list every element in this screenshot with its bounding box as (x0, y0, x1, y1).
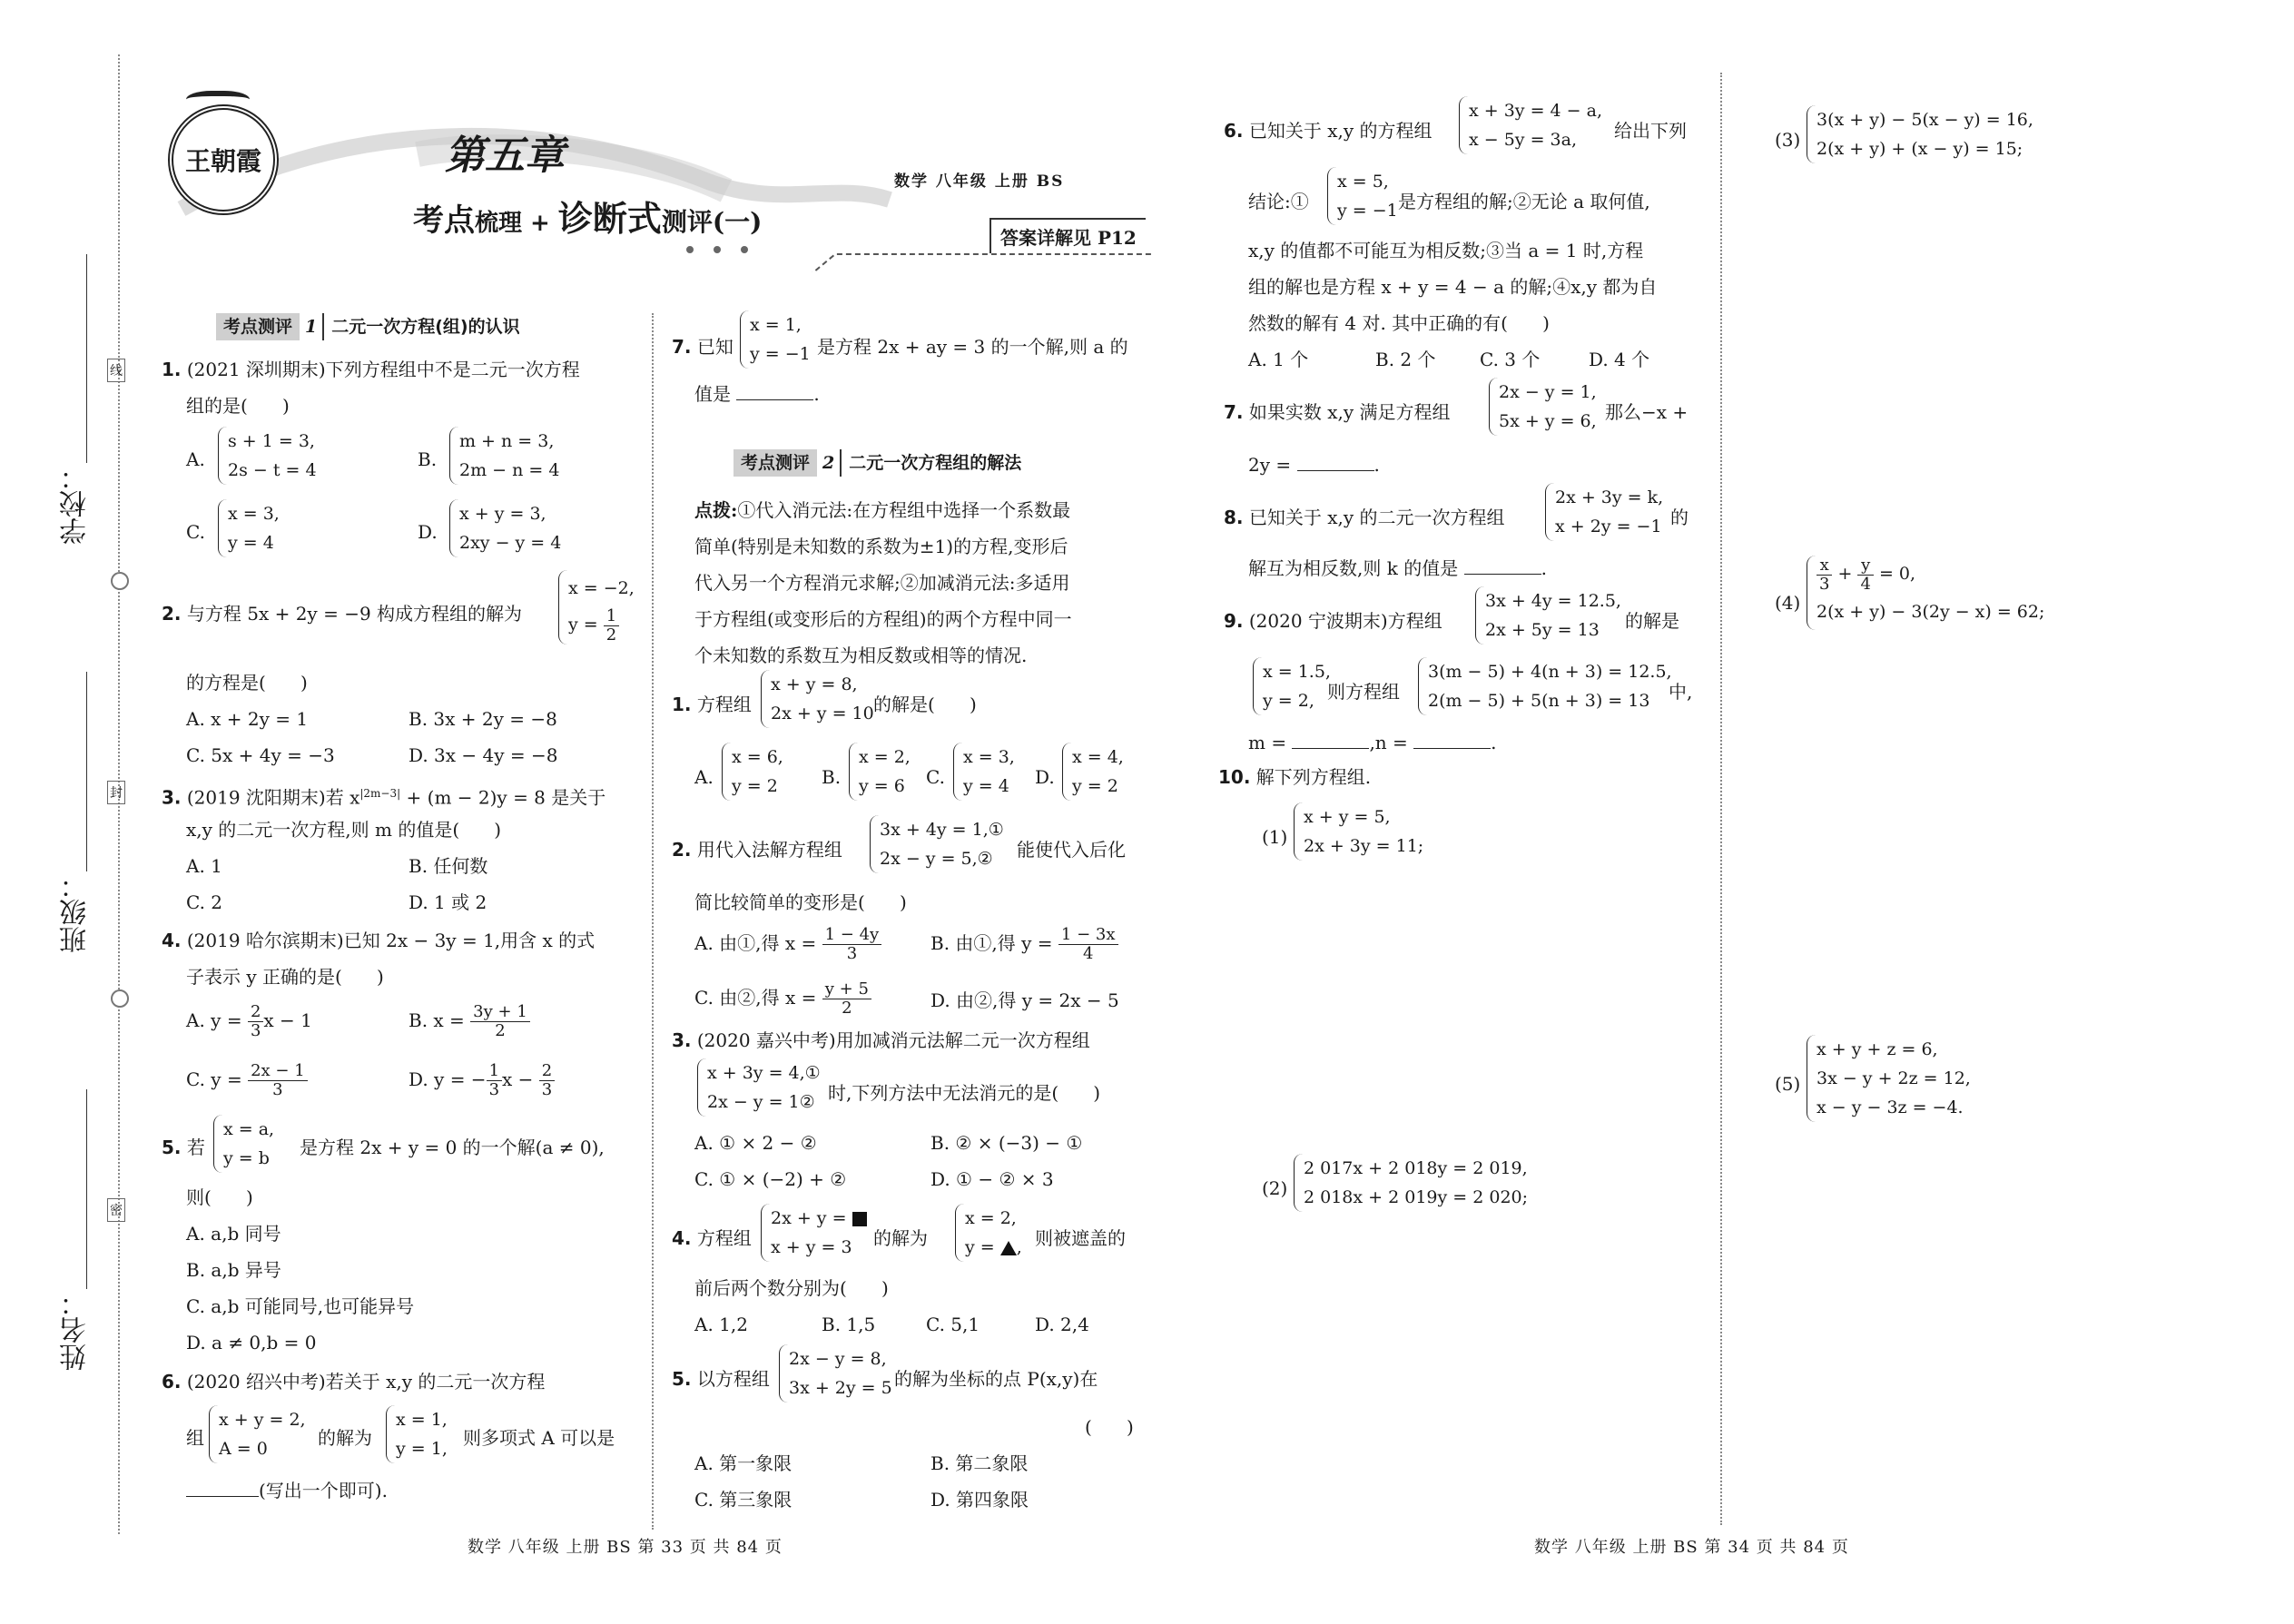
column-divider (652, 313, 654, 1530)
s2q4-option-b: B. 1,5 (822, 1314, 876, 1335)
column-divider (1720, 73, 1722, 1525)
footer-right: 数学 八年级 上册 BS 第 34 页 共 84 页 (1534, 1538, 1849, 1557)
section-number: 1 (305, 317, 318, 337)
q2-option-b: B. 3x + 2y = −8 (409, 708, 557, 730)
seal-mark-seal: 封 (107, 781, 125, 804)
question-6-cont: 组 (186, 1427, 204, 1449)
s2-question-9-tail-2: 中, (1669, 681, 1693, 703)
q2-option-c: C. 5x + 4y = −3 (186, 744, 335, 766)
s2-question-2-tail: 能使代入后化 (1017, 839, 1126, 861)
title-part-b: 梳理 + (475, 210, 558, 237)
q5-option-b: B. a,b 异号 (186, 1259, 281, 1281)
seal-mark-close: 密 (107, 1198, 125, 1222)
s2q5-system: 2x − y = 8, 3x + 2y = 5 (779, 1344, 892, 1403)
s2q10-part-2: (2) (1262, 1177, 1288, 1199)
question-6-mid: 的解为 (318, 1427, 372, 1449)
q6-system: x + y = 2, A = 0 (209, 1405, 306, 1463)
s2q2-option-c: C. 由②,得 x = $\frac{y + 5}{2}$ (694, 980, 871, 1018)
s2q6-option-c: C. 3 个 (1480, 349, 1541, 370)
tip-line-1: 点拨:①代入消元法:在方程组中选择一个系数最 (694, 499, 1071, 521)
q1-system-b: m + n = 3, 2m − n = 4 (449, 427, 559, 485)
s2-question-6-l3: x,y 的值都不可能互为相反数;③当 a = 1 时,方程 (1248, 240, 1644, 261)
q4-option-b: B. x = $\frac{3y + 1}{2}$ (409, 1003, 530, 1040)
s2-question-8-tail: 的 (1670, 507, 1689, 528)
q1-system-d: x + y = 3, 2xy − y = 4 (449, 499, 561, 557)
q1-option-a: A. (186, 448, 205, 470)
s2-question-4-cont: 前后两个数分别为( ) (694, 1277, 889, 1299)
s2q1-option-b: B. (822, 766, 842, 788)
section-title: 二元一次方程组的解法 (840, 449, 1021, 477)
s2q3-option-b: B. ② × (−3) − ① (930, 1132, 1083, 1154)
s2-question-8-cont: 解互为相反数,则 k 的值是 . (1248, 557, 1547, 579)
q7-system: x = 1, y = −1 (740, 310, 811, 369)
q5-option-a: A. a,b 同号 (186, 1223, 281, 1245)
q3-option-b: B. 任何数 (409, 855, 488, 877)
title-part-a: 考点 (413, 202, 475, 239)
s2q6-option-a: A. 1 个 (1248, 349, 1309, 370)
s2-question-6-tail: 给出下列 (1614, 120, 1687, 142)
class-underline (86, 672, 87, 871)
s2q10-part-1: (1) (1262, 826, 1288, 848)
q1-option-c: C. (186, 521, 205, 543)
s2-question-5-tail: 的解为坐标的点 P(x,y)在 (894, 1368, 1098, 1390)
logo-text: 王朝霞 (184, 146, 261, 176)
logo-seal (168, 104, 279, 215)
question-5-tail: 是方程 2x + y = 0 的一个解(a ≠ 0), (300, 1137, 605, 1158)
s2q1-option-c: C. (926, 766, 945, 788)
name-label: 姓名： (60, 1289, 92, 1371)
s2q6-option-d: D. 4 个 (1589, 349, 1650, 370)
s2q6-option-b: B. 2 个 (1375, 349, 1436, 370)
question-6-blank: (写出一个即可). (186, 1478, 388, 1503)
q2-solution: x = −2, y = $\frac{1}{2}$ (558, 570, 635, 645)
s2-question-9: 9. (2020 宁波期末)方程组 (1224, 610, 1442, 632)
s2q1-sys-d: x = 4, y = 2 (1062, 743, 1124, 801)
s2-question-9-mid: 则方程组 (1327, 681, 1400, 703)
s2-question-6: 6. 已知关于 x,y 的方程组 (1224, 120, 1433, 142)
s2-question-7-tail: 那么−x + (1605, 401, 1689, 423)
s2q5-option-d: D. 第四象限 (930, 1489, 1029, 1511)
s2q5-option-a: A. 第一象限 (694, 1452, 793, 1474)
question-6: 6. (2020 绍兴中考)若关于 x,y 的二元一次方程 (162, 1371, 546, 1393)
s2q1-sys-a: x = 6, y = 2 (722, 743, 783, 801)
s2-question-4-tail: 则被遮盖的 (1035, 1227, 1126, 1249)
section-number: 2 (822, 453, 835, 473)
s2q2-system: 3x + 4y = 1,① 2x − y = 5,② (870, 815, 1004, 873)
q3-option-a: A. 1 (186, 855, 222, 877)
s2q1-system: x + y = 8, 2x + y = 10 (761, 670, 874, 728)
s2q2-option-d: D. 由②,得 y = 2x − 5 (930, 989, 1119, 1011)
s2q3-option-c: C. ① × (−2) + ② (694, 1168, 847, 1190)
s2q9-system-2: 3(m − 5) + 4(n + 3) = 12.5, 2(m − 5) + 5(n + 3) = 13 (1418, 657, 1672, 715)
q6-solution: x = 1, y = 1, (386, 1405, 448, 1463)
binding-hole-icon (111, 989, 129, 1008)
s2q8-system: 2x + 3y = k, x + 2y = −1 (1545, 483, 1663, 541)
s2-question-9-cont: m = ,n = . (1248, 732, 1497, 753)
crown-icon (186, 91, 250, 113)
s2q9-solution: x = 1.5, y = 2, (1253, 657, 1331, 715)
section-tag: 考点测评 (733, 449, 817, 477)
s2q4-solution: x = 2, y = , (955, 1204, 1022, 1262)
footer-left: 数学 八年级 上册 BS 第 33 页 共 84 页 (468, 1538, 783, 1557)
q5-system: x = a, y = b (213, 1115, 274, 1173)
s2-question-9-tail: 的解是 (1625, 610, 1679, 632)
tip-line-5: 个未知数的系数互为相反数或相等的情况. (694, 645, 1028, 666)
s2q6-solution: x = 5, y = −1 (1327, 167, 1398, 225)
section-title: 二元一次方程(组)的认识 (322, 313, 519, 340)
s2q10-part-5: (5) (1775, 1073, 1801, 1095)
q5-option-d: D. a ≠ 0,b = 0 (186, 1332, 317, 1353)
q1-system-a: s + 1 = 3, 2s − t = 4 (218, 427, 317, 485)
s2q2-option-b: B. 由①,得 y = $\frac{1 - 3x}{4}$ (930, 926, 1118, 963)
s2-question-4-mid: 的解为 (873, 1227, 928, 1249)
s2q10-part-4: (4) (1775, 592, 1801, 614)
s2-question-5-paren: ( ) (1085, 1416, 1134, 1438)
question-6-tail: 则多项式 A 可以是 (463, 1427, 615, 1449)
tip-line-3: 代入另一个方程消元求解;②加减消元法:多适用 (694, 572, 1070, 594)
question-5: 5. 若 (162, 1137, 205, 1158)
s2q1-sys-b: x = 2, y = 6 (849, 743, 911, 801)
q4-option-a: A. y = $\frac{2}{3}$ x − 1 (186, 1002, 312, 1040)
s2q4-system: 2x + y = x + y = 3 (761, 1204, 867, 1262)
s2-question-4: 4. 方程组 (672, 1227, 752, 1249)
s2-question-5: 5. 以方程组 (672, 1368, 770, 1390)
question-7: 7. 已知 (672, 336, 733, 358)
question-1-cont: 组的是( ) (186, 395, 290, 417)
s2q4-option-c: C. 5,1 (926, 1314, 980, 1335)
title-part-c: 诊断式 (557, 199, 662, 239)
tip-line-4: 于方程组(或变形后的方程组)的两个方程中同一 (694, 608, 1072, 630)
s2q2-option-a: A. 由①,得 x = $\frac{1 - 4y}{3}$ (694, 926, 881, 963)
s2q3-option-a: A. ① × 2 − ② (694, 1132, 817, 1154)
s2-question-7-cont: 2y = . (1248, 454, 1380, 476)
q5-option-c: C. a,b 可能同号,也可能异号 (186, 1295, 415, 1317)
s2-question-6-l2b: 是方程组的解;②无论 a 取何值, (1398, 191, 1650, 212)
s2-question-3-tail: 时,下列方法中无法消元的是( ) (828, 1082, 1101, 1104)
s2q4-option-a: A. 1,2 (694, 1314, 748, 1335)
q2-option-a: A. x + 2y = 1 (186, 708, 309, 730)
question-3-cont: x,y 的二元一次方程,则 m 的值是( ) (186, 819, 502, 841)
subject-tags: 数学 八年级 上册 BS (894, 172, 1065, 191)
s2q6-system: x + 3y = 4 − a, x − 5y = 3a, (1459, 96, 1602, 154)
s2q1-option-a: A. (694, 766, 714, 788)
s2-question-6-l4: 组的解也是方程 x + y = 4 − a 的解;④x,y 都为自 (1248, 276, 1658, 298)
s2q10-system-2: 2 017x + 2 018y = 2 019, 2 018x + 2 019y = 2 020; (1294, 1154, 1528, 1212)
section-tag: 考点测评 (216, 313, 300, 340)
school-underline (86, 254, 87, 463)
q4-option-c: C. y = $\frac{2x - 1}{3}$ (186, 1062, 308, 1099)
q3-option-c: C. 2 (186, 891, 223, 913)
question-2: 2. 与方程 5x + 2y = −9 构成方程组的解为 (162, 603, 523, 625)
question-4-cont: 子表示 y 正确的是( ) (186, 966, 384, 988)
question-2-cont: 的方程是( ) (186, 672, 308, 694)
name-underline (86, 1089, 87, 1289)
s2q10-system-3: 3(x + y) − 5(x − y) = 16, 2(x + y) + (x − y) = 15; (1807, 105, 2033, 163)
s2q10-system-4: $\frac{x}{3}$ + $\frac{y}{4}$ = 0, 2(x + y) − 3(2y − x) = 62; (1807, 556, 2044, 630)
question-4: 4. (2019 哈尔滨期末)已知 2x − 3y = 1,用含 x 的式 (162, 930, 596, 951)
s2-question-1-tail: 的解是( ) (873, 694, 977, 715)
s2q9-system: 3x + 4y = 12.5, 2x + 5y = 13 (1475, 586, 1621, 645)
s2-question-6-l5: 然数的解有 4 对. 其中正确的有( ) (1248, 312, 1550, 334)
question-7-tail: 是方程 2x + ay = 3 的一个解,则 a 的 (817, 336, 1128, 358)
s2q10-system-5: x + y + z = 6, 3x − y + 2z = 12, x − y − 3z = −4. (1807, 1035, 1971, 1122)
section-badge-2 (733, 449, 1021, 477)
covered-square-icon (852, 1212, 867, 1226)
s2-question-8: 8. 已知关于 x,y 的二元一次方程组 (1224, 507, 1505, 528)
s2q7-system: 2x − y = 1, 5x + y = 6, (1489, 378, 1597, 436)
s2q10-system-1: x + y = 5, 2x + 3y = 11; (1294, 802, 1423, 861)
s2q3-system: x + 3y = 4,① 2x − y = 1② (697, 1058, 821, 1117)
s2-question-10: 10. 解下列方程组. (1218, 766, 1372, 788)
question-5-cont: 则( ) (186, 1186, 253, 1208)
s2q1-sys-c: x = 3, y = 4 (953, 743, 1015, 801)
s2q3-option-d: D. ① − ② × 3 (930, 1168, 1054, 1190)
section-badge-1 (216, 313, 520, 340)
question-7-cont: 值是 . (694, 383, 820, 405)
s2-question-6-l2: 结论:① (1248, 191, 1309, 212)
s2-question-2-cont: 简比较简单的变形是( ) (694, 891, 907, 913)
q4-option-d: D. y = − $\frac{1}{3}$ x − $\frac{2}{3}$ (409, 1062, 555, 1099)
s2q4-option-d: D. 2,4 (1035, 1314, 1089, 1335)
s2q10-part-3: (3) (1775, 129, 1801, 151)
question-3: 3. (2019 沈阳期末)若 $x^{|2m-3|} + (m - 2)y = 8$ 是关于 (162, 786, 606, 809)
question-1: 1. (2021 深圳期末)下列方程组中不是二元一次方程 (162, 359, 580, 380)
tip-line-2: 简单(特别是未知数的系数为±1)的方程,变形后 (694, 536, 1068, 557)
s2-question-2: 2. 用代入法解方程组 (672, 839, 842, 861)
binding-hole-icon (111, 572, 129, 590)
class-label: 班级： (60, 871, 92, 953)
chapter-title: 第五章 (445, 133, 565, 179)
s2q5-option-c: C. 第三象限 (694, 1489, 793, 1511)
q1-option-b: B. (418, 448, 438, 470)
q3-option-d: D. 1 或 2 (409, 891, 487, 913)
q2-option-d: D. 3x − 4y = −8 (409, 744, 558, 766)
q1-option-d: D. (418, 521, 438, 543)
q1-system-c: x = 3, y = 4 (218, 499, 280, 557)
covered-triangle-icon (1000, 1241, 1017, 1255)
s2q1-option-d: D. (1035, 766, 1055, 788)
s2-question-1: 1. 方程组 (672, 694, 752, 715)
s2q5-option-b: B. 第二象限 (930, 1452, 1029, 1474)
s2-question-3: 3. (2020 嘉兴中考)用加减消元法解二元一次方程组 (672, 1029, 1090, 1051)
title-part-d: 测评(一) (661, 207, 763, 237)
seal-mark-line: 线 (107, 359, 125, 382)
school-label: 学校： (60, 463, 92, 545)
answer-reference: 答案详解见 P12 (989, 218, 1146, 253)
s2-question-7: 7. 如果实数 x,y 满足方程组 (1224, 401, 1451, 423)
page-title (413, 191, 762, 241)
